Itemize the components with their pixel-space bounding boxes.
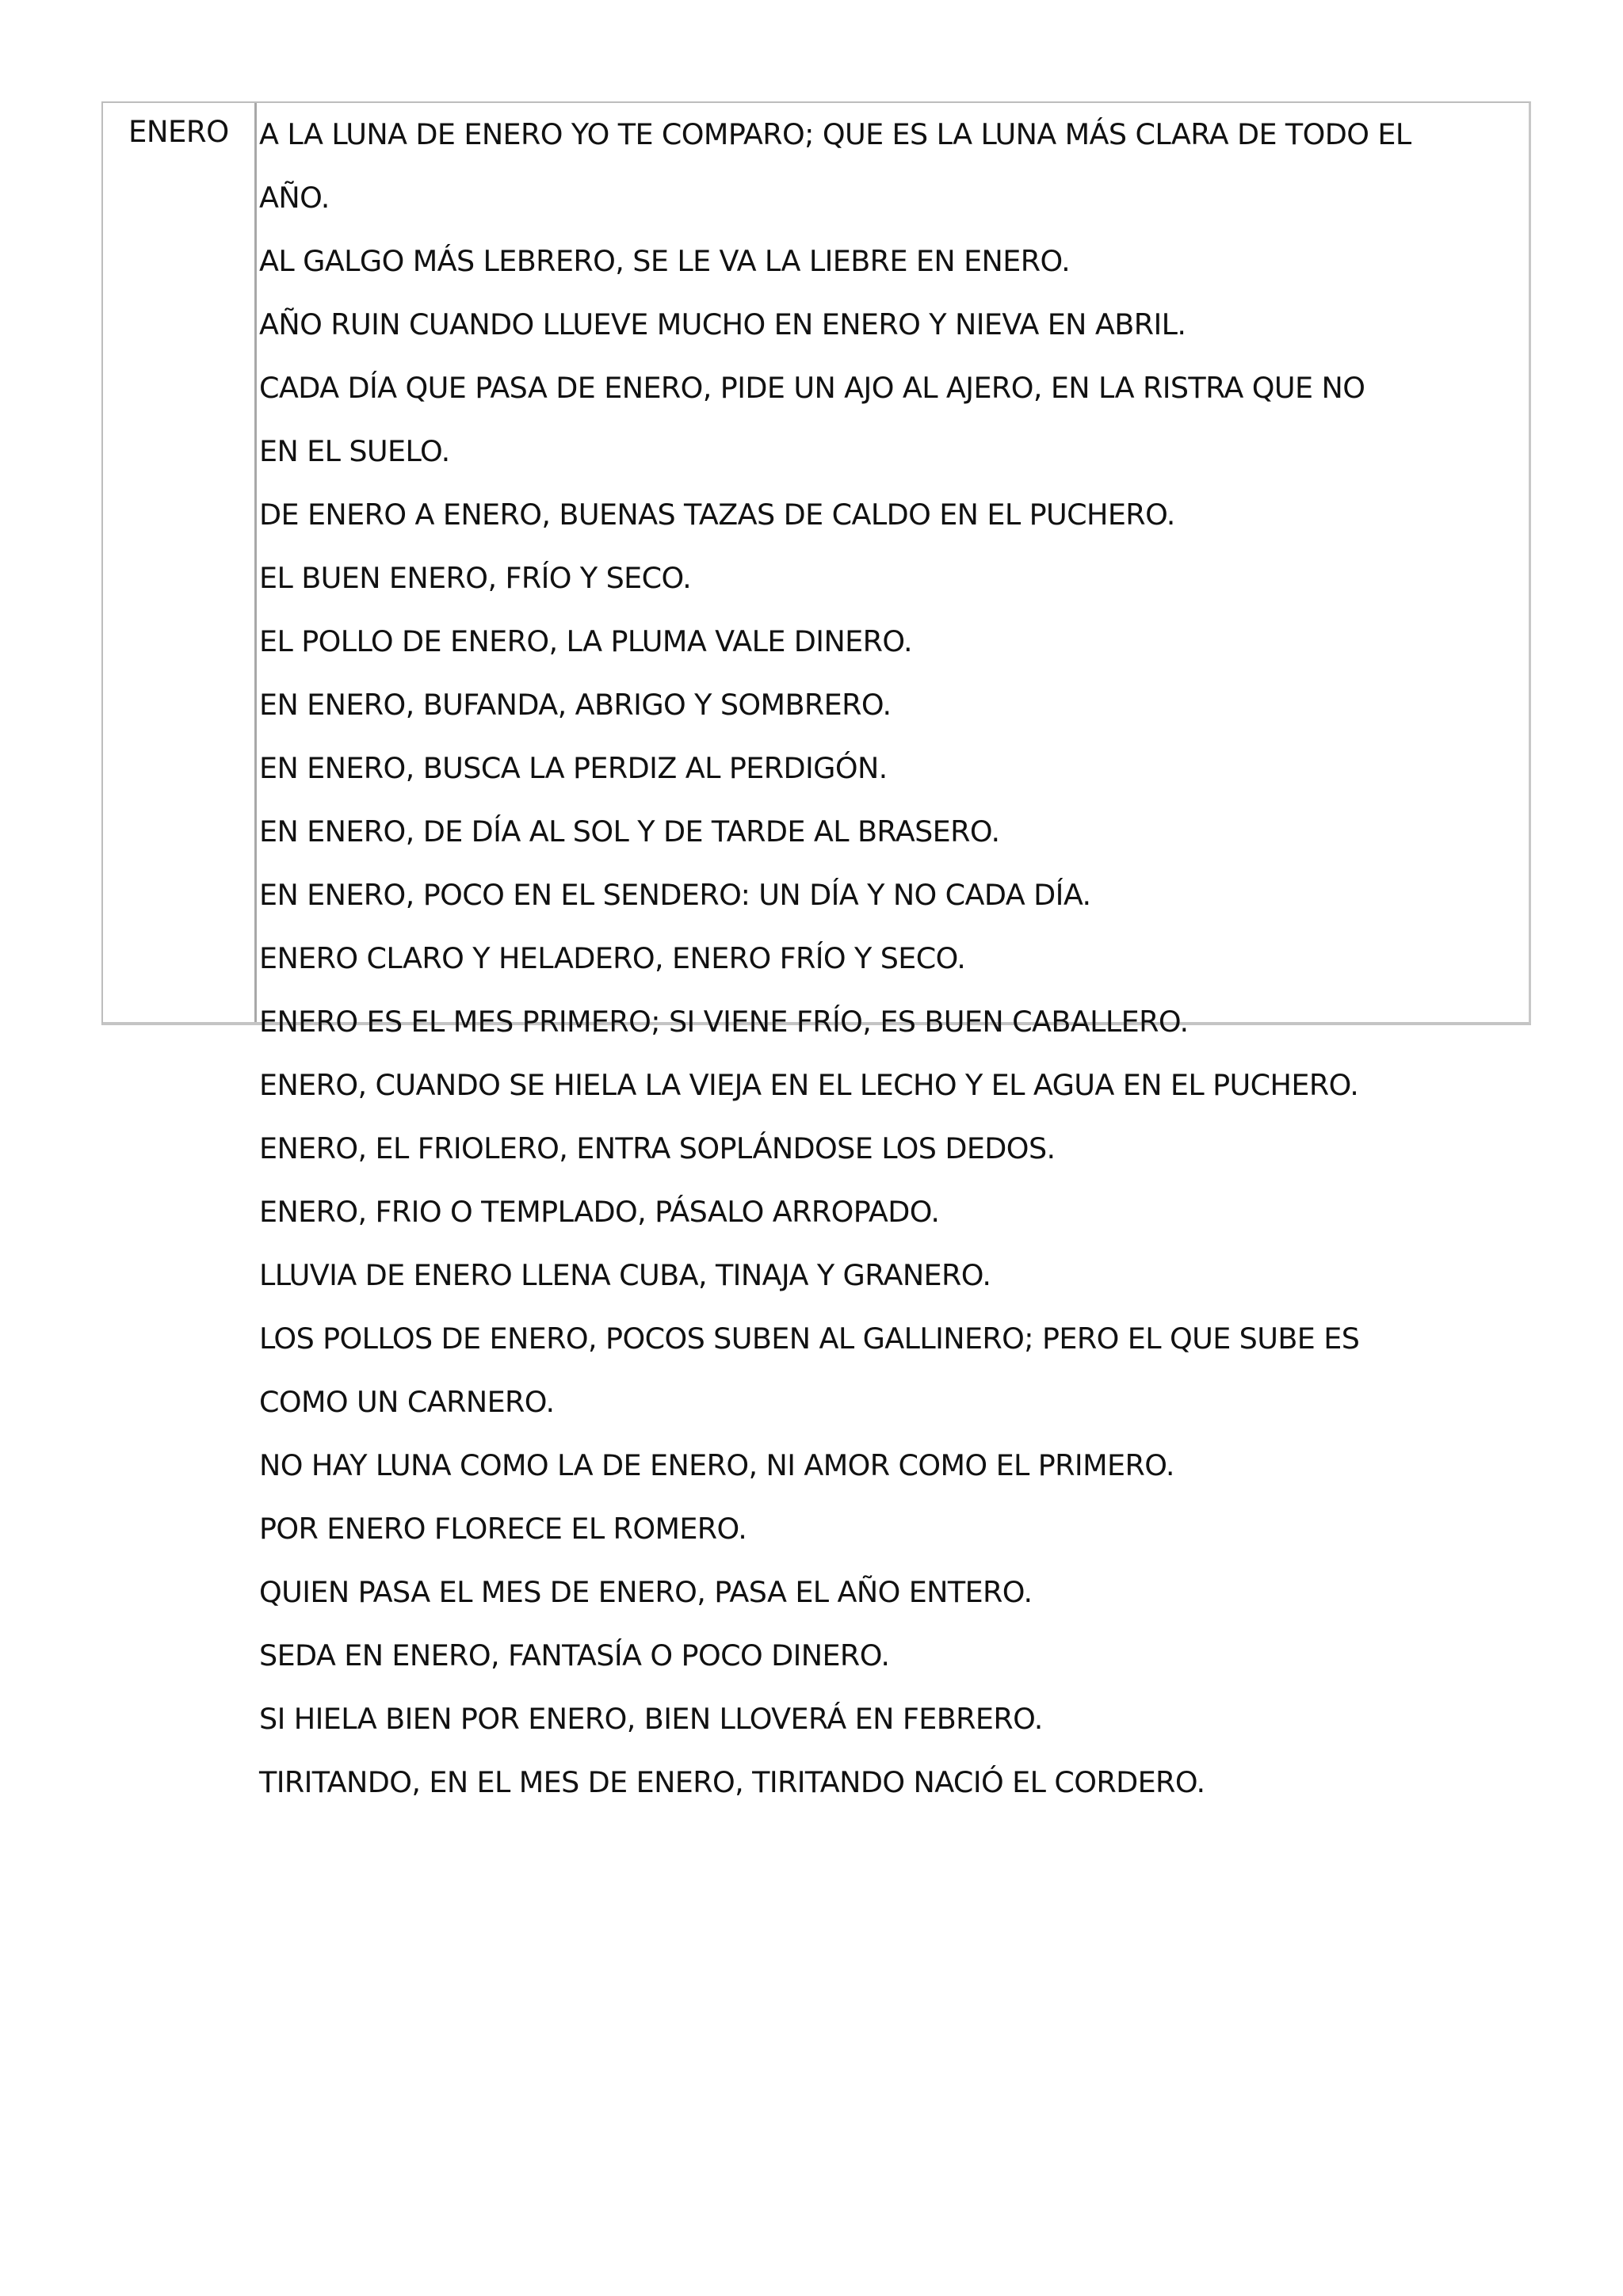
proverb-item: EN ENERO, DE DÍA AL SOL Y DE TARDE AL BRASERO.	[259, 814, 1000, 849]
proverb-item: CADA DÍA QUE PASA DE ENERO, PIDE UN AJO AL AJERO, EN LA RISTRA QUE NO EN EL SUELO.	[259, 371, 1365, 468]
proverb-item: ENERO, EL FRIOLERO, ENTRA SOPLÁNDOSE LOS DEDOS.	[259, 1131, 1056, 1165]
month-cell	[103, 103, 257, 1022]
proverb-item: EL POLLO DE ENERO, LA PLUMA VALE DINERO.	[259, 624, 913, 658]
proverb-item: DE ENERO A ENERO, BUENAS TAZAS DE CALDO EN EL PUCHERO.	[259, 498, 1175, 532]
proverb-item: A LA LUNA DE ENERO YO TE COMPARO; QUE ES LA LUNA MÁS CLARA DE TODO EL AÑO.	[259, 117, 1411, 215]
proverb-item: QUIEN PASA EL MES DE ENERO, PASA EL AÑO ENTERO.	[259, 1575, 1033, 1609]
proverb-item: POR ENERO FLORECE EL ROMERO.	[259, 1512, 747, 1546]
proverb-item: ENERO ES EL MES PRIMERO; SI VIENE FRÍO, ES BUEN CABALLERO.	[259, 1005, 1189, 1039]
proverb-item: ENERO, FRIO O TEMPLADO, PÁSALO ARROPADO.	[259, 1195, 940, 1229]
proverb-table	[101, 101, 1531, 1799]
proverb-item: AL GALGO MÁS LEBRERO, SE LE VA LA LIEBRE EN ENERO.	[259, 244, 1071, 278]
proverb-item: NO HAY LUNA COMO LA DE ENERO, NI AMOR COMO EL PRIMERO.	[259, 1448, 1174, 1482]
proverb-item: LLUVIA DE ENERO LLENA CUBA, TINAJA Y GRANERO.	[259, 1258, 991, 1292]
proverb-item: EN ENERO, POCO EN EL SENDERO: UN DÍA Y NO CADA DÍA.	[259, 878, 1091, 912]
proverb-item: ENERO, CUANDO SE HIELA LA VIEJA EN EL LECHO Y EL AGUA EN EL PUCHERO.	[259, 1068, 1359, 1102]
proverb-item: TIRITANDO, EN EL MES DE ENERO, TIRITANDO NACIÓ EL CORDERO.	[259, 1765, 1205, 1799]
proverb-item: LOS POLLOS DE ENERO, POCOS SUBEN AL GALLINERO; PERO EL QUE SUBE ES COMO UN CARNERO.	[259, 1322, 1360, 1419]
proverb-item: EN ENERO, BUFANDA, ABRIGO Y SOMBRERO.	[259, 688, 892, 722]
proverb-item: SI HIELA BIEN POR ENERO, BIEN LLOVERÁ EN FEBRERO.	[259, 1702, 1043, 1736]
proverb-item: ENERO CLARO Y HELADERO, ENERO FRÍO Y SECO.	[259, 941, 966, 975]
proverb-item: EN ENERO, BUSCA LA PERDIZ AL PERDIGÓN.	[259, 751, 888, 785]
proverb-item: AÑO RUIN CUANDO LLUEVE MUCHO EN ENERO Y NIEVA EN ABRIL.	[259, 307, 1186, 341]
proverbs-cell	[259, 103, 1529, 1799]
month-label: ENERO	[128, 115, 229, 149]
proverb-item: SEDA EN ENERO, FANTASÍA O POCO DINERO.	[259, 1638, 890, 1672]
proverb-item: EL BUEN ENERO, FRÍO Y SECO.	[259, 561, 692, 595]
